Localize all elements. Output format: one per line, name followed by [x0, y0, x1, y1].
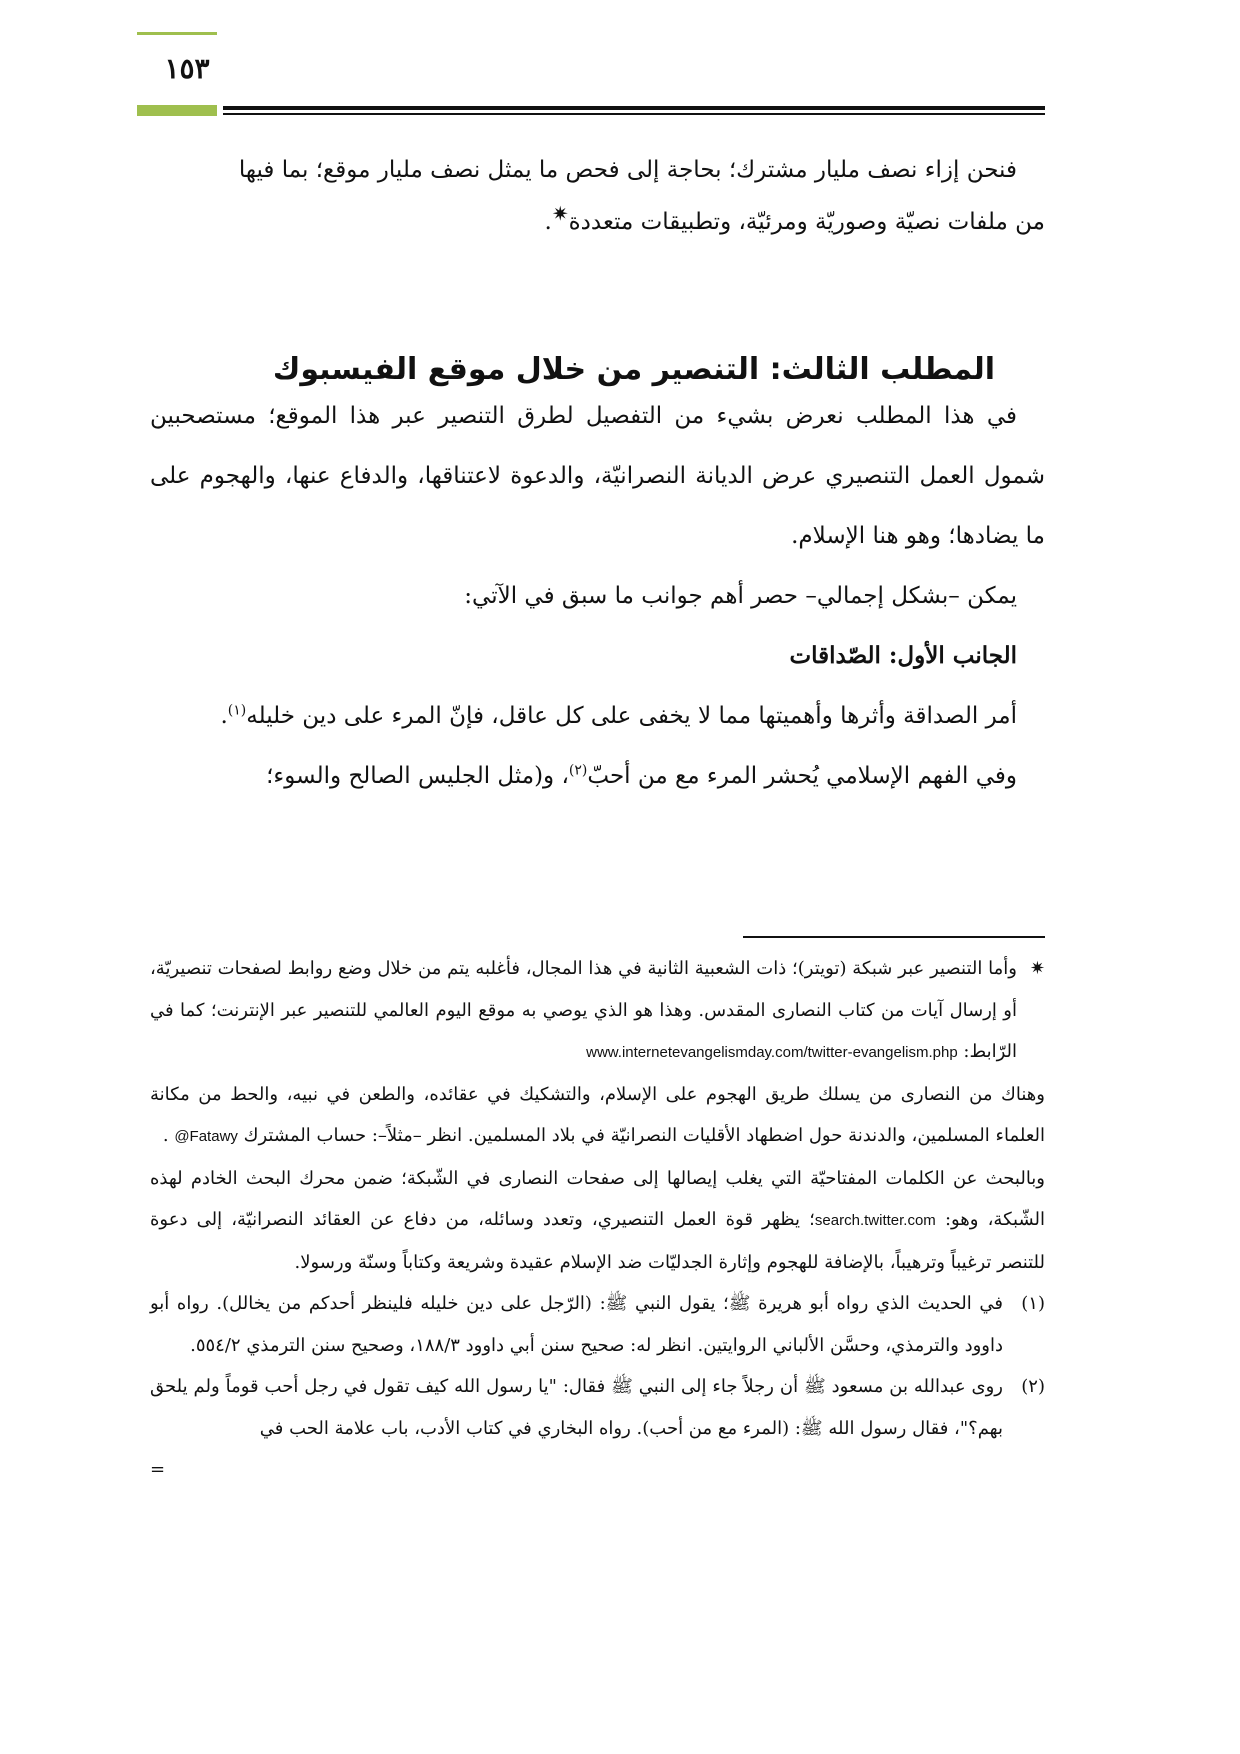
footnotes [150, 948, 1045, 1491]
intro-paragraph: فنحن إزاء نصف مليار مشترك؛ بحاجة إلى فحص ما يمثل نصف مليار موقع؛ بما فيها من ملفات نصيّة وصوريّة ومرئيّة، وتطبيقات متعددة✷. [238, 157, 1045, 235]
star-mark: ✷ [1029, 958, 1045, 979]
twitter-handle: @Fatawy [174, 1128, 238, 1145]
page-number: ١٥٣ [164, 52, 210, 85]
paragraph-1: في هذا المطلب نعرض بشيء من التفصيل لطرق التنصير عبر هذا الموقع؛ مستصحبين شمول العمل التنصيري عرض الديانة النصرانيّة، والدعوة لاعتناقها، والدفاع عنها، والهجوم على ما يضادها؛ وهو هنا الإسلام. [150, 403, 1045, 549]
footnote-2-mark: (٢) [1021, 1376, 1045, 1397]
subheading-friendships: الجانب الأول: الصّداقات [789, 642, 1017, 669]
footnote-ref-1: (١) [227, 702, 247, 719]
paragraph-2: يمكن –بشكل إجمالي– حصر أهم جوانب ما سبق في الآتي: [464, 583, 1017, 609]
paragraph-4: وفي الفهم الإسلامي يُحشر المرء مع من أحبّ$^{(٢)}$، و(مثل الجليس الصالح والسوء؛ [266, 762, 1017, 789]
evangelism-url: www.internetevangelismday.com/twitter-evangelism.php [586, 1044, 958, 1061]
footnote-star: ✷ وأما التنصير عبر شبكة (تويتر)؛ ذات الشعبية الثانية في هذا المجال، فأغلبه يتم من خلال وضع روابط لصفحات تنصيريّة، أو إرسال آيات من كتاب النصارى المقدس. وهذا هو الذي يوصي به موقع اليوم العالمي للتنصير عبر الإنترنت؛ كما في الرّابط: www.internetevangelismday.com/twitter-evangelism.php وهناك من النصارى من يسلك طريق الهجوم على الإسلام، والتشكيك في عقائده، والطعن في نبيه، والحط من مكانة العلماء المسلمين، والدندنة حول اضطهاد الأقليات النصرانيّة في بلاد المسلمين. انظر –مثلاً–: حساب المشترك @Fatawy . وبالبحث عن الكلمات المفتاحيّة التي يغلب إيصالها إلى صفحات النصارى في الشّبكة؛ ضمن محرك البحث الخادم لهذه الشّبكة، وهو: search.twitter.com؛ يظهر قوة العمل التنصيري، وتعدد وسائله، من دفاع عن العقائد النصرانيّة، إلى دعوة للتنصر ترغيباً وترهيباً، بالإضافة للهجوم وإثارة الجدليّات ضد الإسلام عقيدة وشريعة وكتاباً وسنّة ورسولا. [150, 948, 1045, 1283]
paragraph-3: أمر الصداقة وأثرها وأهميتها مما لا يخفى على كل عاقل، فإنّ المرء على دين خليله$^{(١)}$. [220, 702, 1017, 729]
section-body [150, 386, 1045, 806]
footnote-1-mark: (١) [1021, 1293, 1045, 1314]
footnote-continuation: = [150, 1459, 166, 1480]
search-url: search.twitter.com [814, 1212, 936, 1229]
header-rule [223, 106, 1045, 115]
footnote-ref-2: (٢) [568, 762, 588, 779]
intro-line-2: من ملفات نصيّة وصوريّة ومرئيّة، وتطبيقات متعددة [568, 209, 1045, 235]
section-title: المطلب الثالث: التنصير من خلال موقع الفيسبوك [272, 352, 995, 387]
star-note-ref: ✷ [551, 201, 569, 226]
intro-line-1: فنحن إزاء نصف مليار مشترك؛ بحاجة إلى فحص ما يمثل نصف مليار موقع؛ بما فيها [238, 157, 1017, 183]
footnote-1: (١) في الحديث الذي رواه أبو هريرة ﷺ؛ يقول النبي ﷺ: (الرّجل على دين خليله فلينظر أحدكم من يخالل). رواه أبو داوود والترمذي، وحسَّن الألباني الروايتين. انظر له: صحيح سنن أبي داوود ١٨٨/٣، وصحيح سنن الترمذي ٥٥٤/٢. [150, 1283, 1045, 1366]
header-green-block [137, 105, 217, 116]
header-accent-line [137, 32, 217, 35]
footnote-separator [743, 936, 1045, 938]
footnote-2: (٢) روى عبدالله بن مسعود ﷺ أن رجلاً جاء إلى النبي ﷺ فقال: "يا رسول الله كيف تقول في رجل أحب قوماً ولم يلحق بهم؟"، فقال رسول الله ﷺ: (المرء مع من أحب). رواه البخاري في كتاب الأدب، باب علامة الحب في [150, 1366, 1045, 1449]
